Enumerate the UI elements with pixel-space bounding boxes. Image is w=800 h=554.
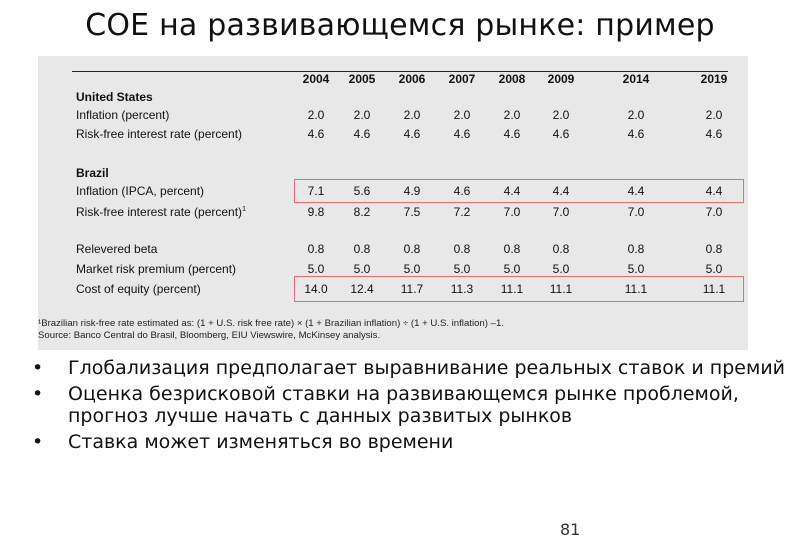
cell: 7.1 [307,184,325,198]
cell: 2.0 [403,108,421,122]
cell: 4.6 [705,127,723,141]
cell: 4.4 [705,184,723,198]
cell: 4.6 [403,127,421,141]
cell: 14.0 [304,282,328,296]
cell: 5.0 [353,262,371,276]
section-heading-brazil: Brazil [76,166,109,180]
cell: 4.6 [453,127,471,141]
cell: 4.4 [627,184,645,198]
cell: 5.0 [453,262,471,276]
cell: 4.6 [353,127,371,141]
cell: 5.0 [403,262,421,276]
cell: 0.8 [552,242,570,256]
cell: 7.0 [705,205,723,219]
year-header: 2005 [348,72,376,86]
cell: 11.7 [400,282,424,296]
cell: 2.0 [453,108,471,122]
footnote-line: ¹Brazilian risk-free rate estimated as: (1 + U.S. risk free rate) × (1 + Brazilian inflation) ÷ (1 + U.S. inflation) –1. [38,318,504,329]
year-header: 2008 [498,72,526,86]
cell: 11.1 [702,282,726,296]
cell: 4.9 [403,184,421,198]
table-footnote [38,318,504,342]
table-row [38,106,748,126]
cell: 0.8 [503,242,521,256]
cell: 11.1 [549,282,573,296]
source-line: Source: Banco Central do Brasil, Bloomberg, EIU Viewswire, McKinsey analysis. [38,330,381,341]
table-row [38,280,748,300]
cell: 7.2 [453,205,471,219]
coe-table [38,56,748,350]
bullet-dot-icon: • [32,431,44,453]
table-header-row [38,70,748,90]
bullet-dot-icon: • [32,357,44,379]
cell: 0.8 [453,242,471,256]
year-header: 2014 [622,72,650,86]
row-label: Inflation (IPCA, percent) [76,184,205,198]
cell: 2.0 [705,108,723,122]
year-header: 2007 [448,72,476,86]
table-row [38,182,748,202]
cell: 0.8 [403,242,421,256]
slide-title: COE на развивающемся рынке: пример [85,8,715,43]
cell: 11.1 [624,282,648,296]
cell: 4.6 [627,127,645,141]
cell: 0.8 [307,242,325,256]
cell: 0.8 [705,242,723,256]
row-label: Relevered beta [76,242,158,256]
cell: 11.1 [500,282,524,296]
row-label: Risk-free interest rate (percent)$^1$ [76,205,246,219]
cell: 5.0 [307,262,325,276]
cell: 5.0 [627,262,645,276]
year-header: 2019 [700,72,728,86]
cell: 4.6 [552,127,570,141]
bullet-list [28,357,788,457]
cell: 5.0 [503,262,521,276]
row-label: Market risk premium (percent) [76,262,237,276]
footnote-mark: 1 [242,206,246,213]
section-heading-us: United States [76,90,153,104]
bullet-item: • Ставка может изменяться во времени [32,431,454,453]
cell: 5.0 [552,262,570,276]
cell: 9.8 [307,205,325,219]
cell: 4.6 [503,127,521,141]
bullet-item: • Глобализация предполагает выравнивание реальных ставок и премий [32,357,786,379]
cell: 2.0 [503,108,521,122]
cell: 7.0 [503,205,521,219]
cell: 8.2 [353,205,371,219]
cell: 4.4 [503,184,521,198]
cell: 12.4 [350,282,374,296]
row-label: Risk-free interest rate (percent) [76,127,243,141]
table-row [38,203,748,223]
cell: 0.8 [353,242,371,256]
cell: 2.0 [627,108,645,122]
table-row [38,125,748,145]
cell: 4.6 [453,184,471,198]
cell: 11.3 [450,282,474,296]
table-row [38,240,748,260]
year-header: 2009 [547,72,575,86]
cell: 5.6 [353,184,371,198]
cell: 2.0 [552,108,570,122]
row-label: Inflation (percent) [76,108,170,122]
cell: 7.0 [552,205,570,219]
row-label: Cost of equity (percent) [76,282,201,296]
cell: 0.8 [627,242,645,256]
year-header: 2006 [398,72,426,86]
bullet-dot-icon: • [32,383,44,405]
cell: 5.0 [705,262,723,276]
cell: 4.6 [307,127,325,141]
bullet-item: • Оценка безрисковой ставки на развивающемся рынке проблемой, прогноз лучше начать с данных развитых рынков [32,383,739,427]
year-header: 2004 [302,72,330,86]
cell: 2.0 [307,108,325,122]
cell: 7.0 [627,205,645,219]
cell: 4.4 [552,184,570,198]
cell: 7.5 [403,205,421,219]
page-number: 81 [560,520,581,539]
cell: 2.0 [353,108,371,122]
